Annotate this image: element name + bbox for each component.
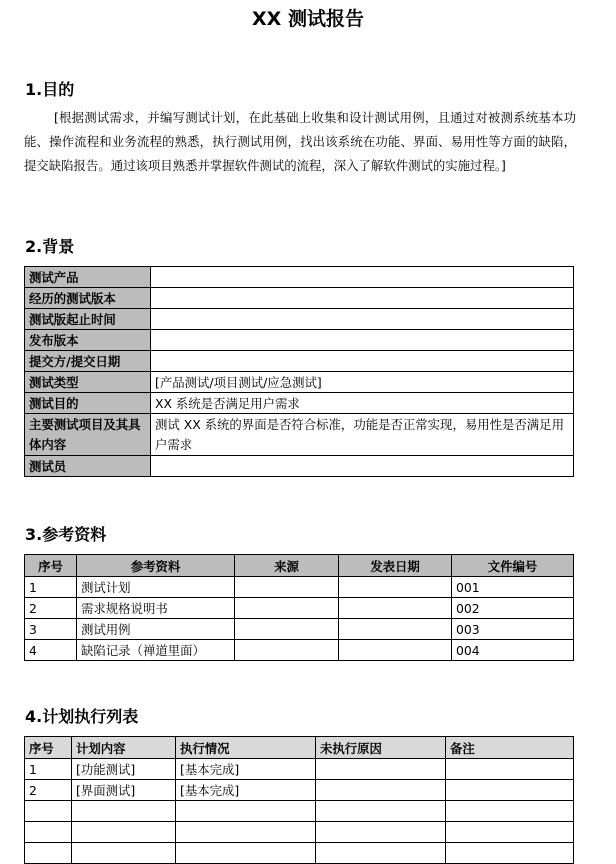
column-header: 来源: [235, 555, 339, 577]
cell: [316, 780, 446, 801]
cell: [235, 598, 339, 619]
row-value: [151, 456, 574, 477]
row-label: 主要测试项目及其具体内容: [25, 414, 151, 456]
table-row: [25, 577, 574, 598]
plan-heading: 4.计划执行列表: [25, 707, 139, 726]
cell: [339, 619, 452, 640]
cell: [316, 801, 446, 822]
table-row: [25, 393, 574, 414]
cell: [176, 801, 316, 822]
cell: [176, 822, 316, 843]
cell: [界面测试]: [72, 780, 176, 801]
table-row: [25, 414, 574, 456]
table-row: [25, 759, 574, 780]
row-label: 提交方/提交日期: [25, 351, 151, 372]
row-value: [151, 288, 574, 309]
row-label: 测试员: [25, 456, 151, 477]
cell: [316, 843, 446, 864]
column-header: 序号: [25, 555, 77, 577]
row-label: 测试类型: [25, 372, 151, 393]
cell: [基本完成]: [176, 759, 316, 780]
table-row: [25, 801, 574, 822]
cell: 004: [452, 640, 574, 661]
row-value: [151, 267, 574, 288]
table-row: [25, 598, 574, 619]
table-row: [25, 288, 574, 309]
table-row: [25, 843, 574, 864]
row-value: 测试 XX 系统的界面是否符合标准，功能是否正常实现，易用性是否满足用户需求: [151, 414, 574, 456]
cell: [176, 843, 316, 864]
cell: [339, 640, 452, 661]
cell: 003: [452, 619, 574, 640]
cell: 2: [25, 598, 77, 619]
cell: 测试计划: [77, 577, 235, 598]
cell: [25, 822, 72, 843]
row-label: 测试目的: [25, 393, 151, 414]
column-header: 发表日期: [339, 555, 452, 577]
table-row: [25, 619, 574, 640]
table-row: [25, 822, 574, 843]
cell: [235, 619, 339, 640]
row-value: [151, 330, 574, 351]
table-row: [25, 372, 574, 393]
column-header: 未执行原因: [316, 737, 446, 759]
page-title: XX 测试报告: [252, 8, 364, 30]
cell: [446, 780, 574, 801]
cell: [72, 843, 176, 864]
table-header-row: [25, 737, 574, 759]
cell: [235, 577, 339, 598]
table-row: [25, 309, 574, 330]
cell: [基本完成]: [176, 780, 316, 801]
column-header: 备注: [446, 737, 574, 759]
row-value: [151, 351, 574, 372]
background-table: [24, 266, 574, 477]
cell: 4: [25, 640, 77, 661]
cell: 3: [25, 619, 77, 640]
cell: 测试用例: [77, 619, 235, 640]
table-row: [25, 330, 574, 351]
table-row: [25, 780, 574, 801]
cell: [316, 822, 446, 843]
cell: [446, 843, 574, 864]
cell: 需求规格说明书: [77, 598, 235, 619]
cell: [446, 801, 574, 822]
cell: [25, 801, 72, 822]
cell: [339, 577, 452, 598]
column-header: 序号: [25, 737, 72, 759]
table-row: [25, 456, 574, 477]
cell: 缺陷记录（禅道里面）: [77, 640, 235, 661]
references-heading: 3.参考资料: [25, 525, 107, 544]
row-label: 经历的测试版本: [25, 288, 151, 309]
row-label: 发布版本: [25, 330, 151, 351]
row-label: 测试版起止时间: [25, 309, 151, 330]
background-heading: 2.背景: [25, 237, 75, 256]
cell: 002: [452, 598, 574, 619]
references-table: [24, 554, 574, 661]
plan-table: [24, 736, 574, 864]
purpose-heading: 1.目的: [25, 80, 75, 99]
column-header: 执行情况: [176, 737, 316, 759]
cell: [72, 822, 176, 843]
cell: 2: [25, 780, 72, 801]
cell: 1: [25, 577, 77, 598]
table-row: [25, 267, 574, 288]
row-value: [151, 309, 574, 330]
cell: [235, 640, 339, 661]
table-header-row: [25, 555, 574, 577]
row-value: XX 系统是否满足用户需求: [151, 393, 574, 414]
purpose-paragraph: [根据测试需求，并编写测试计划，在此基础上收集和设计测试用例，且通过对被测系统基本功能、操作流程和业务流程的熟悉，执行测试用例，找出该系统在功能、界面、易用性等方面的缺陷，提交缺陷报告。通过该项目熟悉并掌握软件测试的流程，深入了解软件测试的实施过程。]: [24, 110, 576, 173]
table-row: [25, 351, 574, 372]
cell: 001: [452, 577, 574, 598]
cell: [339, 598, 452, 619]
row-value: [产品测试/项目测试/应急测试]: [151, 372, 574, 393]
cell: 1: [25, 759, 72, 780]
column-header: 计划内容: [72, 737, 176, 759]
cell: [446, 759, 574, 780]
cell: [446, 822, 574, 843]
table-row: [25, 640, 574, 661]
cell: [25, 843, 72, 864]
row-label: 测试产品: [25, 267, 151, 288]
cell: [功能测试]: [72, 759, 176, 780]
cell: [72, 801, 176, 822]
column-header: 参考资料: [77, 555, 235, 577]
column-header: 文件编号: [452, 555, 574, 577]
cell: [316, 759, 446, 780]
